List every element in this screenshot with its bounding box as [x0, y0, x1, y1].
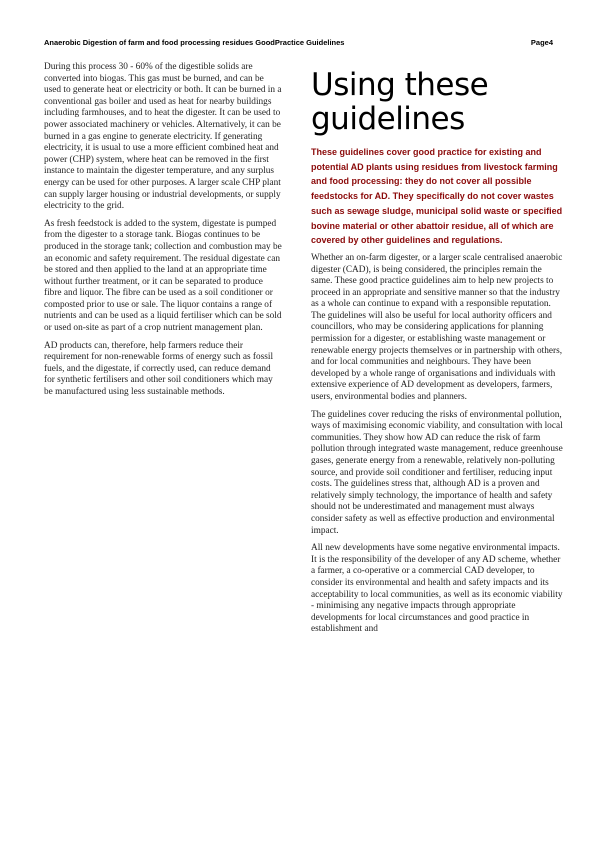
body-paragraph: As fresh feedstock is added to the system, digestate is pumped from the digester to a storage tank. Biogas continues to be produced in the storage tank; collection and combustion may be an economic and safety requirement. The residual digestate can be stored and then applied to the land at an appropriate time without further treatment, or it can be separated to produce fibre and liquor. The fibre can be used as a soil conditioner or composted prior to use or sale. The liquor contains a range of nutrients and can be used as a liquid fertiliser which can be sold or used on-site as part of a crop nutrient management plan.	[44, 218, 282, 334]
right-column	[311, 68, 563, 642]
body-paragraph: Whether an on-farm digester, or a larger scale centralised anaerobic digester (CAD), is being considered, the principles remain the same. These good practice guidelines aim to help new projects to proceed in an appropriate and sensitive manner so that the industry as a whole can continue to expand with a responsible reputation. The guidelines will also be useful for local authority officers and councillors, who may be considering applications for planning permission for a digester, or establishing waste management or renewable energy projects themselves or in partnership with others, and for local communities and neighbours. They have been developed by a whole range of organisations and individuals with extensive experience of AD development as developers, farmers, users, environmental bodies and planners.	[311, 252, 563, 403]
document-title: Anaerobic Digestion of farm and food processing residues GoodPractice Guidelines	[44, 38, 345, 47]
left-column	[44, 62, 282, 405]
intro-paragraph: These guidelines cover good practice for existing and potential AD plants using residues from livestock farming and food processing: they do not cover all possible feedstocks for AD. They specifically do not cover wastes such as sewage sludge, municipal solid waste or specified bovine material or other abattoir residue, all of which are covered by other guidelines and regulations.	[311, 147, 563, 246]
body-paragraph: AD products can, therefore, help farmers reduce their requirement for non-renewable forms of energy such as fossil fuels, and the digestate, if correctly used, can reduce demand for synthetic fertilisers and other soil conditioners which may be manufactured using less sustainable methods.	[44, 340, 274, 398]
section-heading: Using these guidelines	[311, 67, 489, 137]
body-paragraph: During this process 30 - 60% of the digestible solids are converted into biogas. This gas must be burned, and can be used to generate heat or electricity or both. It can be burned in a conventional gas boiler and used as heat for nearby buildings including farmhouses, and to heat the digester. It can be used to power associated machinery or vehicles. Alternatively, it can be burned in a gas engine to generate electricity. If generating electricity, it is usual to use a more efficient combined heat and power (CHP) system, where heat can be removed in the first instance to maintain the digester temperature, and any surplus energy can be used for other purposes. A larger scale CHP plant can supply larger housing or industrial developments, or supply electricity to the grid.	[44, 62, 282, 212]
body-paragraph: The guidelines cover reducing the risks of environmental pollution, ways of maximising economic viability, and consultation with local communities. They show how AD can reduce the risk of farm pollution through integrated waste management, reduce greenhouse gases, generate energy from a renewable, relatively non-polluting source, and provide soil conditioner and fertiliser, reducing input costs. The guidelines stress that, although AD is a proven and relatively simply technology, the importance of health and safety should not be underestimated and management must always consider safety as well as effective production and environmental impact.	[311, 409, 563, 536]
body-paragraph: All new developments have some negative environmental impacts. It is the responsibility of the developer of any AD scheme, whether a farmer, a co-operative or a commercial CAD developer, to consider its environmental and health and safety impacts and its acceptability to local communities, as well as its economic viability - minimising any negative impacts through appropriate developments for local circumstances and good practice in establishment and	[311, 543, 563, 635]
page-number: Page4	[530, 38, 553, 47]
page-header	[44, 38, 553, 50]
